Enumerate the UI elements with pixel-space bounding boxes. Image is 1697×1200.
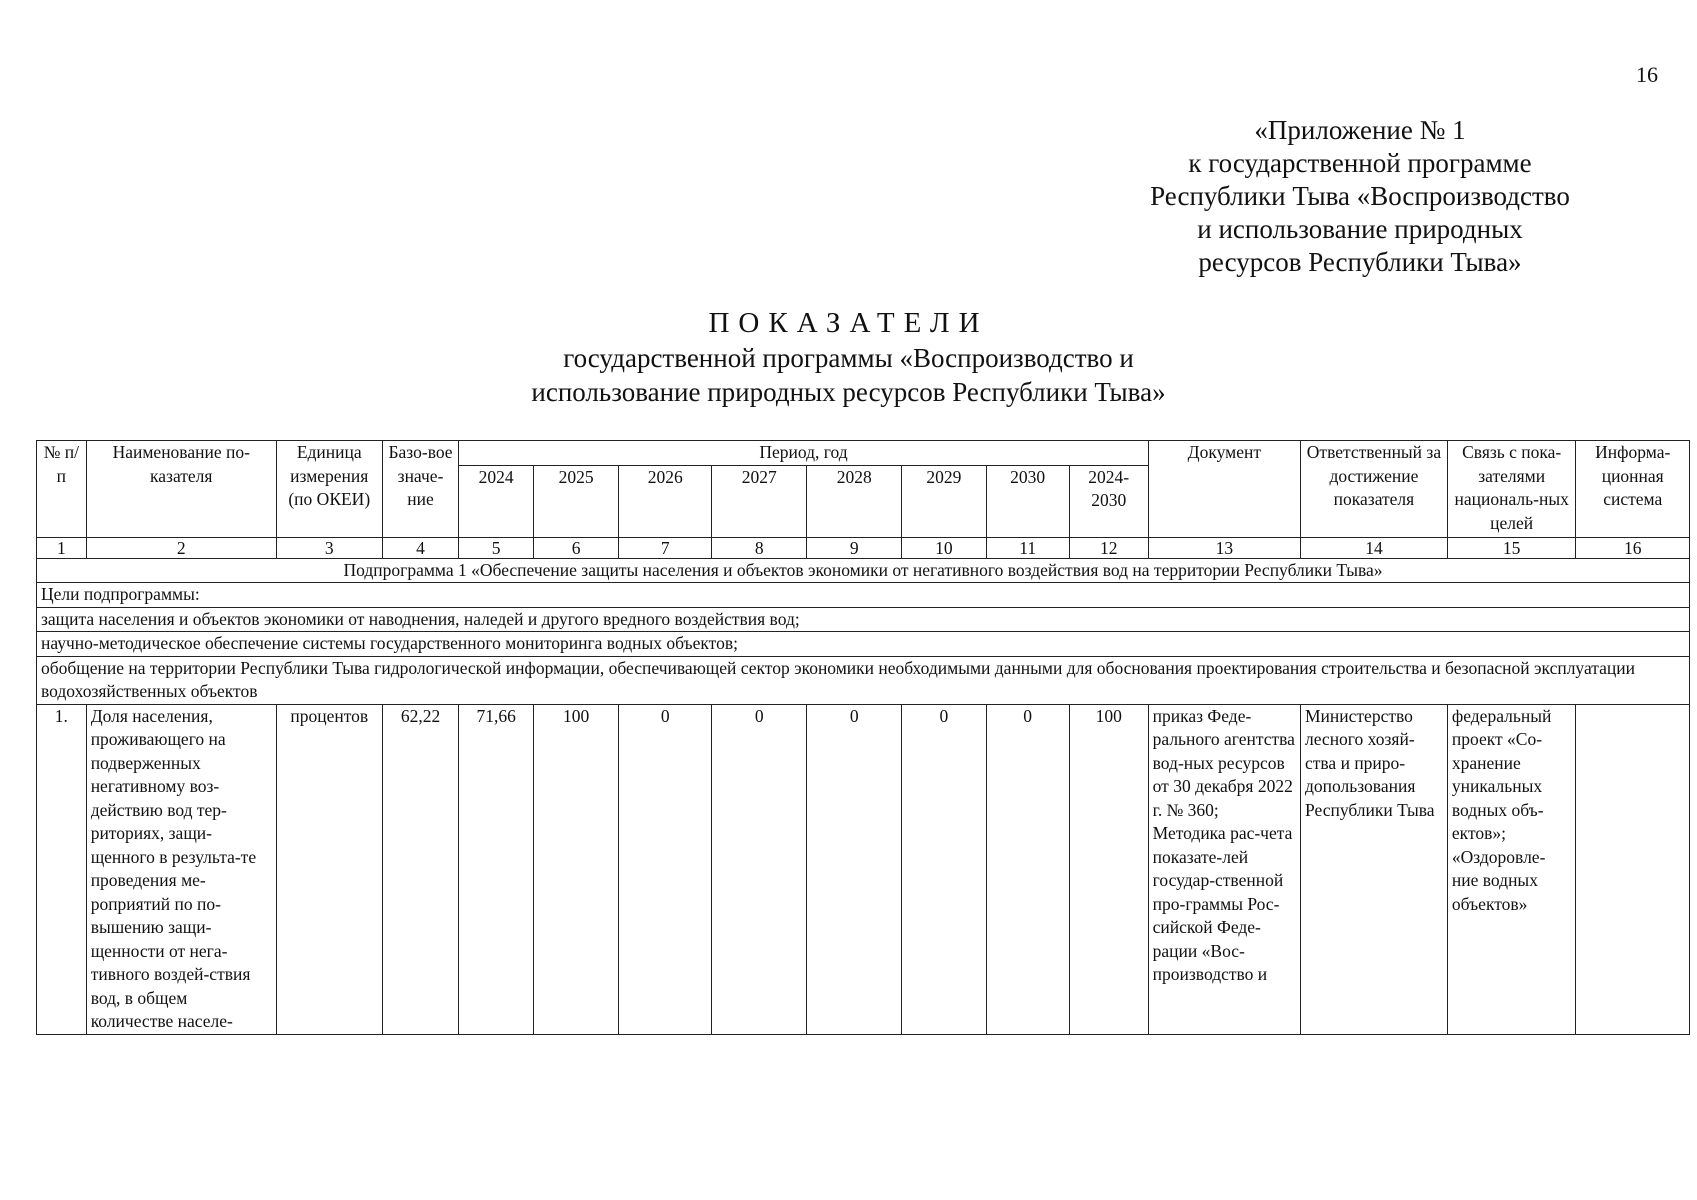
column-number: 2 <box>86 537 276 558</box>
header-year: 2024-2030 <box>1069 465 1148 537</box>
cell-link: федеральный проект «Со-хранение уникальных водных объ-ектов»; «Оздоровле-ние водных объектов» <box>1447 704 1576 1034</box>
cell-no: 1. <box>37 704 87 1034</box>
header-document: Документ <box>1148 441 1300 538</box>
goals-label: Цели подпрограммы: <box>37 583 1690 608</box>
indicators-table <box>36 440 1690 1035</box>
goal-row <box>37 632 1690 657</box>
cell-document: приказ Феде-рального агентства вод-ных ресурсов от 30 декабря 2022 г. № 360; Методика рас-чета показате-лей государ-ственной про-граммы Рос-сийской Феде-рации «Вос-производство и <box>1148 704 1300 1034</box>
cell-year: 0 <box>986 704 1069 1034</box>
appendix-note <box>1120 114 1600 279</box>
column-number: 7 <box>619 537 712 558</box>
column-number: 13 <box>1148 537 1300 558</box>
cell-info <box>1576 704 1690 1034</box>
cell-year: 0 <box>902 704 986 1034</box>
column-number: 8 <box>712 537 807 558</box>
subprogram-row <box>37 558 1690 583</box>
title-line: государственной программы «Воспроизводство и <box>563 343 1134 373</box>
column-number: 15 <box>1447 537 1576 558</box>
header-responsible: Ответственный за достижение показателя <box>1300 441 1447 538</box>
column-number: 16 <box>1576 537 1690 558</box>
header-year: 2028 <box>807 465 902 537</box>
column-number: 9 <box>807 537 902 558</box>
cell-year: 71,66 <box>459 704 534 1034</box>
appendix-line: к государственной программе <box>1188 148 1532 178</box>
header-row <box>37 441 1690 466</box>
column-number: 1 <box>37 537 87 558</box>
subprogram-title: Подпрограмма 1 «Обеспечение защиты населения и объектов экономики от негативного воздействия вод на территории Республики Тыва» <box>37 558 1690 583</box>
header-info: Информа-ционная система <box>1576 441 1690 538</box>
cell-year: 100 <box>533 704 618 1034</box>
table-row <box>37 704 1690 1034</box>
column-numbers-row <box>37 537 1690 558</box>
goal-row <box>37 656 1690 704</box>
appendix-line: «Приложение № 1 <box>1254 115 1466 145</box>
cell-year: 0 <box>619 704 712 1034</box>
appendix-line: Республики Тыва «Воспроизводство <box>1150 181 1570 211</box>
cell-year: 0 <box>712 704 807 1034</box>
header-period: Период, год <box>459 441 1148 466</box>
header-unit: Единица измерения (по ОКЕИ) <box>276 441 382 538</box>
header-no: № п/п <box>37 441 87 538</box>
column-number: 4 <box>382 537 459 558</box>
title-main: ПОКАЗАТЕЛИ <box>708 307 989 339</box>
document-title <box>0 305 1697 409</box>
header-year: 2025 <box>533 465 618 537</box>
column-number: 10 <box>902 537 986 558</box>
header-year: 2026 <box>619 465 712 537</box>
title-line: использование природных ресурсов Республики Тыва» <box>531 377 1166 407</box>
column-number: 14 <box>1300 537 1447 558</box>
appendix-line: ресурсов Республики Тыва» <box>1198 247 1522 277</box>
appendix-line: и использование природных <box>1197 214 1523 244</box>
header-year: 2029 <box>902 465 986 537</box>
header-link: Связь с пока-зателями националь-ных целей <box>1447 441 1576 538</box>
page-number: 16 <box>1636 62 1658 87</box>
cell-name: Доля населения, проживающего на подверженных негативному воз-действию вод тер-риториях, защи-щенного в результа-те проведения ме-роприятий по по-вышению защи-щенности от нега-тивного воздей-ствия вод, в общем количестве населе- <box>86 704 276 1034</box>
header-year: 2027 <box>712 465 807 537</box>
cell-unit: процентов <box>276 704 382 1034</box>
cell-total: 100 <box>1069 704 1148 1034</box>
column-number: 6 <box>533 537 618 558</box>
goal-text: научно-методическое обеспечение системы государственного мониторинга водных объектов; <box>37 632 1690 657</box>
cell-responsible: Министерство лесного хозяй-ства и приро-допользования Республики Тыва <box>1300 704 1447 1034</box>
goal-row <box>37 607 1690 632</box>
goals-label-row <box>37 583 1690 608</box>
cell-base: 62,22 <box>382 704 459 1034</box>
column-number: 5 <box>459 537 534 558</box>
header-name: Наименование по-казателя <box>86 441 276 538</box>
header-year: 2030 <box>986 465 1069 537</box>
column-number: 3 <box>276 537 382 558</box>
column-number: 12 <box>1069 537 1148 558</box>
header-base: Базо-вое значе-ние <box>382 441 459 538</box>
cell-year: 0 <box>807 704 902 1034</box>
column-number: 11 <box>986 537 1069 558</box>
header-year: 2024 <box>459 465 534 537</box>
goal-text: обобщение на территории Республики Тыва гидрологической информации, обеспечивающей сектор экономики необходимыми данными для обоснования проектирования строительства и безопасной эксплуатации водохозяйственных объектов <box>37 656 1690 704</box>
goal-text: защита населения и объектов экономики от наводнения, наледей и другого вредного воздействия вод; <box>37 607 1690 632</box>
